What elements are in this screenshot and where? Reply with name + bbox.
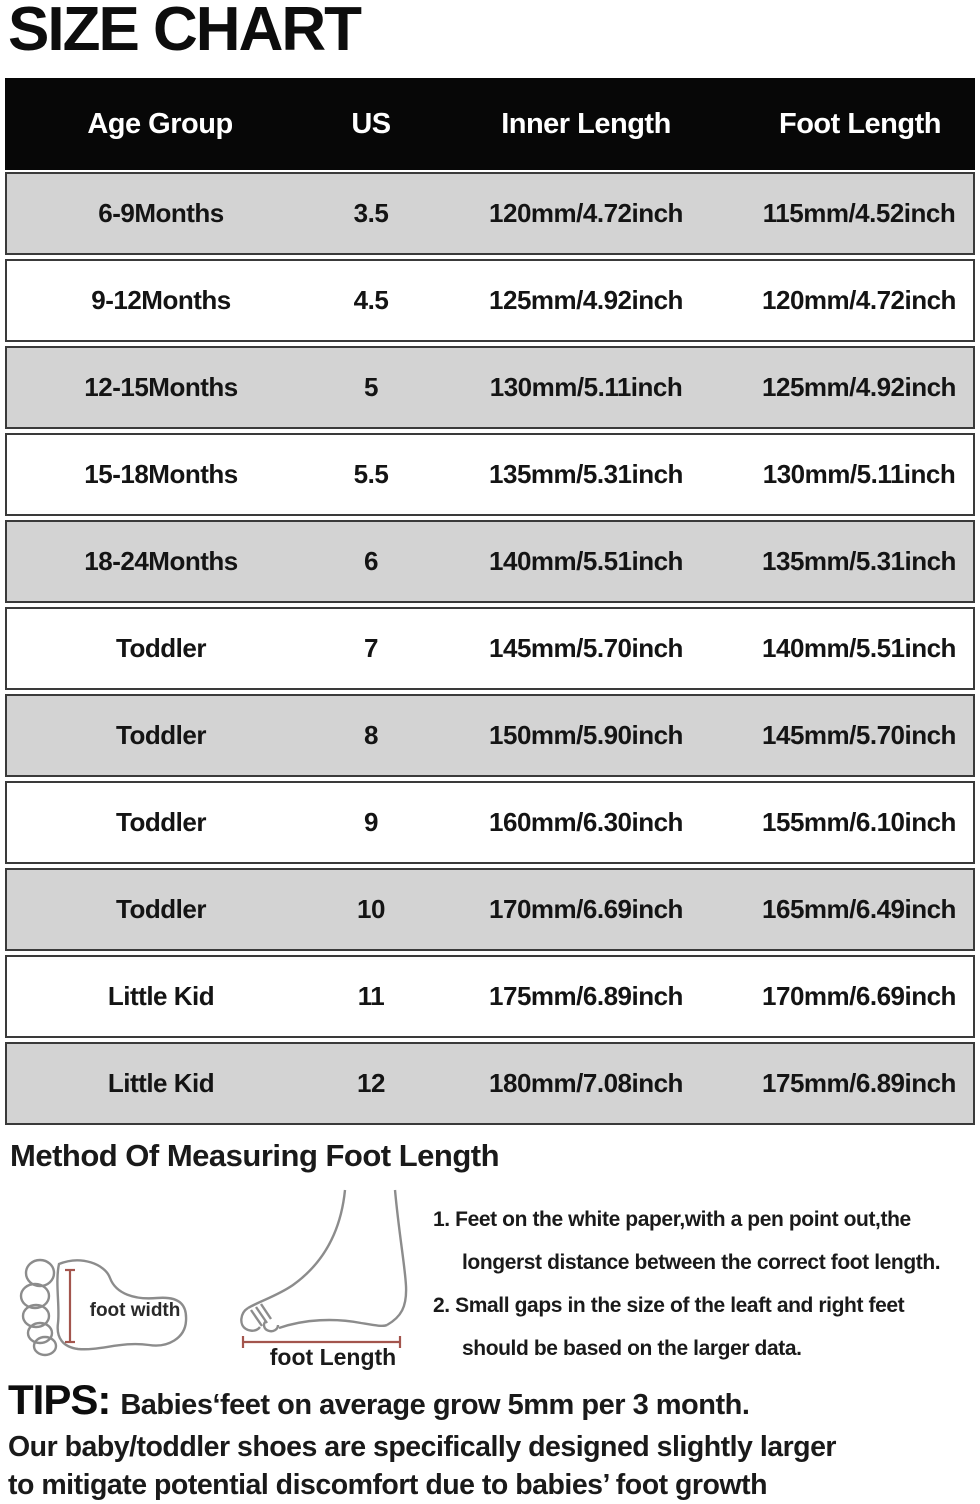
foot-length-cell: 165mm/6.49inch [762,894,956,924]
table-header-row [5,78,975,170]
inner-length-cell: 180mm/7.08inch [489,1068,683,1098]
us-size-cell: 5 [364,372,378,402]
foot-length-cell: 130mm/5.11inch [762,459,956,489]
age-group-cell: Toddler [116,807,206,837]
us-size-cell: 8 [364,720,378,750]
foot-length-cell: 170mm/6.69inch [762,981,956,1011]
inner-length-cell: 150mm/5.90inch [489,720,683,750]
us-size-cell: 10 [357,894,385,924]
method-section-title: Method Of Measuring Foot Length [10,1138,500,1173]
inner-length-cell: 145mm/5.70inch [489,633,683,663]
foot-length-cell: 115mm/4.52inch [762,198,956,228]
table-row [5,955,975,1038]
inner-length-cell: 175mm/6.89inch [489,981,683,1011]
age-group-cell: Toddler [116,633,206,663]
inner-length-cell: 160mm/6.30inch [489,807,683,837]
age-group-cell: Toddler [116,720,206,750]
age-group-cell: Little Kid [107,981,215,1011]
inner-length-cell: 170mm/6.69inch [489,894,683,924]
table-row [5,520,975,603]
inner-length-cell: 125mm/4.92inch [489,285,683,315]
table-row [5,694,975,777]
instruction-2-line-1: 2. Small gaps in the size of the leaft and right feet [433,1294,905,1317]
table-row [5,868,975,951]
us-size-cell: 9 [364,807,378,837]
age-group-cell: 12-15Months [84,372,238,402]
tips-line-3: to mitigate potential discomfort due to babies’ foot growth [8,1469,767,1501]
us-size-cell: 3.5 [353,198,389,228]
us-size-cell: 6 [364,546,378,576]
foot-length-cell: 135mm/5.31inch [762,546,956,576]
table-row [5,781,975,864]
foot-length-cell: 140mm/5.51inch [762,633,956,663]
column-header-inner-length: Inner Length [501,107,671,140]
inner-length-cell: 130mm/5.11inch [489,372,683,402]
foot-length-cell: 155mm/6.10inch [762,807,956,837]
table-row [5,433,975,516]
instruction-1-line-2: longerst distance between the correct foot length. [462,1251,941,1274]
foot-length-cell: 145mm/5.70inch [762,720,956,750]
us-size-cell: 11 [357,981,385,1011]
age-group-cell: Little Kid [107,1068,215,1098]
age-group-cell: 9-12Months [91,285,231,315]
inner-length-cell: 135mm/5.31inch [489,459,683,489]
foot-side-view-illustration [235,1186,415,1358]
tips-line-2: Our baby/toddler shoes are specifically designed slightly larger [8,1431,837,1463]
size-chart-table [5,78,975,1125]
foot-length-cell: 175mm/6.89inch [762,1068,956,1098]
foot-width-label: foot width [89,1300,181,1321]
age-group-cell: 6-9Months [98,198,224,228]
instruction-2-line-2: should be based on the larger data. [462,1337,802,1360]
tips-label: TIPS: [8,1376,111,1423]
measuring-instructions [433,1198,978,1370]
us-size-cell: 4.5 [353,285,389,315]
table-row [5,346,975,429]
foot-length-cell: 120mm/4.72inch [762,285,956,315]
column-header-us: US [351,107,391,140]
age-group-cell: 15-18Months [84,459,238,489]
inner-length-cell: 140mm/5.51inch [489,546,683,576]
age-group-cell: 18-24Months [84,546,238,576]
table-row [5,1042,975,1125]
instruction-1-line-1: 1. Feet on the white paper,with a pen point out,the [433,1208,911,1231]
us-size-cell: 5.5 [353,459,389,489]
table-row [5,172,975,255]
column-header-foot-length: Foot Length [778,107,941,140]
us-size-cell: 7 [364,633,378,663]
age-group-cell: Toddler [116,894,206,924]
table-rows [5,172,975,1125]
foot-length-label: foot Length [269,1344,397,1370]
table-row [5,259,975,342]
table-row [5,607,975,690]
tips-line-1: Babies‘feet on average grow 5mm per 3 month. [120,1389,750,1421]
column-header-age-group: Age Group [87,107,233,140]
inner-length-cell: 120mm/4.72inch [489,198,683,228]
page-title: SIZE CHART [8,0,360,64]
foot-length-cell: 125mm/4.92inch [762,372,956,402]
tips-section [8,1376,976,1504]
us-size-cell: 12 [357,1068,385,1098]
